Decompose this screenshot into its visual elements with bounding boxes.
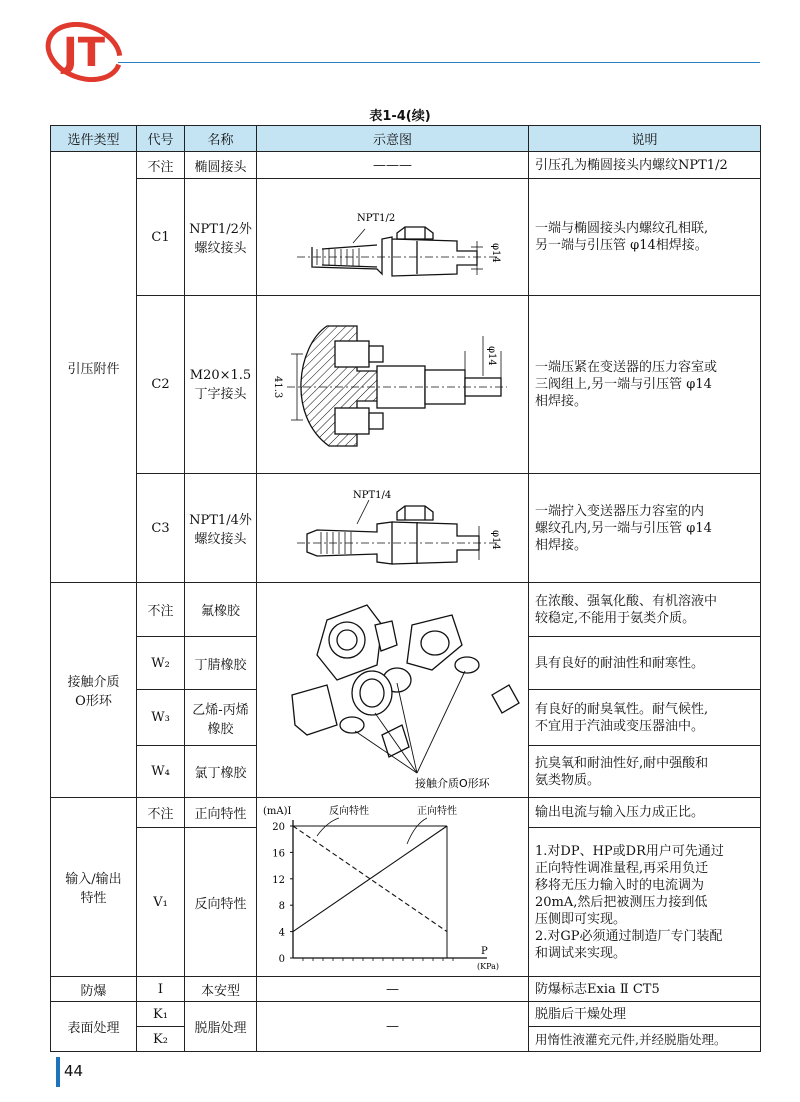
header-code: 代号 [137, 126, 185, 152]
table-row [51, 152, 761, 179]
type-surface: 表面处理 [51, 1002, 137, 1052]
y-tick-label: 12 [272, 874, 285, 886]
io-chart [257, 798, 529, 977]
name-cell: 丁腈橡胶 [185, 637, 257, 690]
table-row [51, 474, 761, 583]
code-cell: 不注 [137, 798, 185, 828]
note-cell: 输出电流与输入压力成正比。 [529, 798, 761, 828]
name-cell: 正向特性 [185, 798, 257, 828]
oring-label: 接触介质O形环 [415, 777, 490, 790]
note-cell: 脱脂后干燥处理 [529, 1002, 761, 1027]
code-cell: 不注 [137, 583, 185, 637]
y-tick-label: 0 [278, 954, 285, 965]
diagram-cell: — [257, 1002, 529, 1052]
y-tick-label: 4 [278, 927, 285, 939]
name-cell: 氯丁橡胶 [185, 746, 257, 798]
diagram-cell: — [257, 977, 529, 1002]
note-cell: 防爆标志Exia Ⅱ CT5 [529, 977, 761, 1002]
c1-dia-label: φ14 [490, 243, 501, 263]
y-tick-label: 8 [278, 901, 285, 913]
name-cell: 乙烯-丙烯 橡胶 [185, 690, 257, 746]
code-cell: W₄ [137, 746, 185, 798]
name-cell: 椭圆接头 [185, 152, 257, 179]
series-label-reverse: 反向特性 [329, 806, 369, 817]
code-cell: C3 [137, 474, 185, 583]
diagram-cell: ——— [257, 152, 529, 179]
type-oring: 接触介质 O形环 [51, 583, 137, 798]
table-row [51, 296, 761, 474]
name-cell: NPT1/4外 螺纹接头 [185, 474, 257, 583]
table-row [51, 583, 761, 637]
name-cell: 氟橡胶 [185, 583, 257, 637]
table-row [51, 798, 761, 828]
header-rule [118, 62, 760, 63]
table-row [51, 977, 761, 1002]
x-axis-label: P [481, 946, 488, 957]
code-cell: C2 [137, 296, 185, 474]
header-type: 选件类型 [51, 126, 137, 152]
code-cell: W₃ [137, 690, 185, 746]
y-tick-label: 20 [272, 822, 285, 833]
c1-thread-label: NPT1/2 [357, 213, 396, 224]
jt-logo [44, 22, 126, 82]
logo-text: JT [62, 30, 106, 76]
table-row [51, 179, 761, 296]
c1-diagram [257, 179, 529, 296]
note-cell: 抗臭氧和耐油性好,耐中强酸和 氨类物质。 [529, 746, 761, 798]
code-cell: K₁ [137, 1002, 185, 1027]
table-row [51, 1002, 761, 1027]
c2-diagram [257, 296, 529, 474]
note-cell: 1.对DP、HP或DR用户可先通过 正向特性调准量程,再采用负迁 移将无压力输入时的电流调为 20mA,然后把被测压力接到低 压侧即可实现。 2.对GP必须通过制造厂专门装配 和调试来实现。 [529, 828, 761, 977]
note-cell: 一端拧入变送器压力容室的内 螺纹孔内,另一端与引压管 φ14 相焊接。 [529, 474, 761, 583]
type-explosion: 防爆 [51, 977, 137, 1002]
oring-diagram [257, 583, 529, 798]
series-label-forward: 正向特性 [417, 806, 457, 817]
name-cell: 脱脂处理 [185, 1002, 257, 1052]
note-cell: 一端压紧在变送器的压力容室或 三阀组上,另一端与引压管 φ14 相焊接。 [529, 296, 761, 474]
note-cell: 用惰性液灌充元件,并经脱脂处理。 [529, 1027, 761, 1052]
name-cell: 本安型 [185, 977, 257, 1002]
header-diagram: 示意图 [257, 126, 529, 152]
code-cell: V₁ [137, 828, 185, 977]
name-cell: 反向特性 [185, 828, 257, 977]
name-cell: M20×1.5 丁字接头 [185, 296, 257, 474]
name-cell: NPT1/2外 螺纹接头 [185, 179, 257, 296]
type-fittings: 引压附件 [51, 152, 137, 583]
code-cell: W₂ [137, 637, 185, 690]
note-cell: 引压孔为椭圆接头内螺纹NPT1/2 [529, 152, 761, 179]
spec-table [50, 125, 761, 1052]
y-axis-label: (mA)I [263, 806, 292, 817]
table-header-row [51, 126, 761, 152]
reverse-pointer [317, 818, 339, 836]
x-axis-unit: (KPa) [477, 962, 500, 971]
type-io: 输入/输出 特性 [51, 798, 137, 977]
note-cell: 在浓酸、强氧化酸、有机溶液中 较稳定,不能用于氨类介质。 [529, 583, 761, 637]
code-cell: K₂ [137, 1027, 185, 1052]
c3-diagram [257, 474, 529, 583]
y-tick-label: 16 [272, 848, 285, 860]
table-caption: 表1-4(续) [369, 109, 431, 124]
code-cell: C1 [137, 179, 185, 296]
header-note: 说明 [529, 126, 761, 152]
note-cell: 有良好的耐臭氧性。耐气候性, 不宜用于汽油或变压器油中。 [529, 690, 761, 746]
c3-dia-label: φ14 [490, 530, 501, 550]
code-cell: I [137, 977, 185, 1002]
c2-dia-label: φ14 [486, 346, 497, 366]
c3-thread-label: NPT1/4 [353, 490, 392, 501]
c2-len-label: 41.3 [272, 376, 283, 399]
page-bar [56, 1057, 60, 1087]
forward-pointer [407, 818, 427, 844]
note-cell: 具有良好的耐油性和耐寒性。 [529, 637, 761, 690]
header-name: 名称 [185, 126, 257, 152]
page-number: 44 [64, 1062, 84, 1080]
note-cell: 一端与椭圆接头内螺纹孔相联, 另一端与引压管 φ14相焊接。 [529, 179, 761, 296]
code-cell: 不注 [137, 152, 185, 179]
